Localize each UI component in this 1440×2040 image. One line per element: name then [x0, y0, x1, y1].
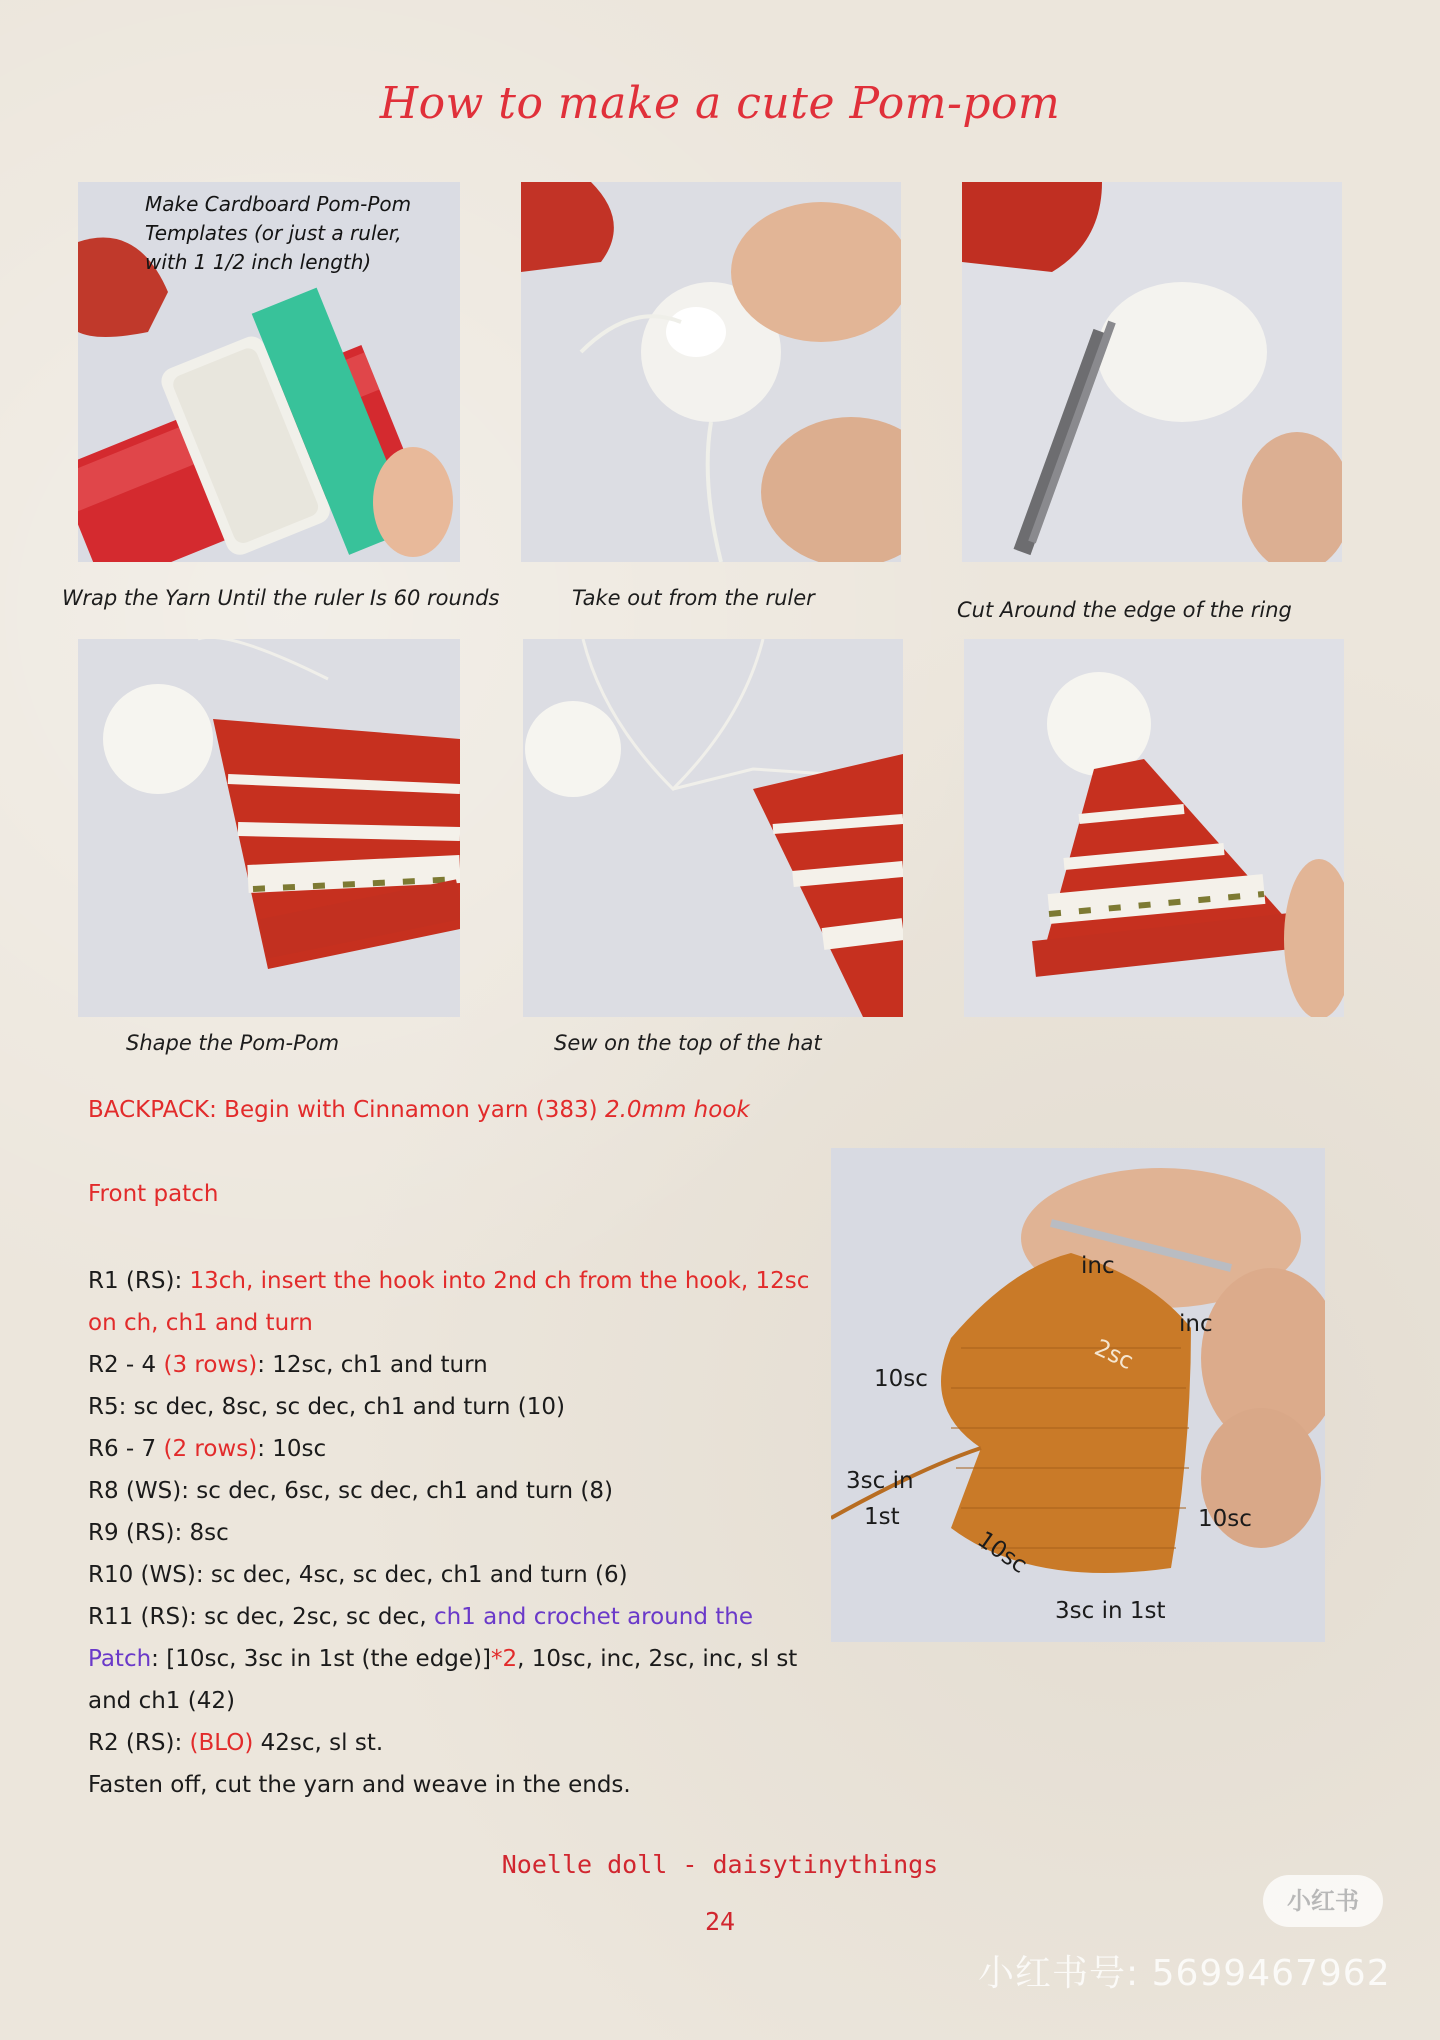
row-r10: R10 (WS): sc dec, 4sc, sc dec, ch1 and turn (6) — [88, 1562, 628, 1588]
row-r1-cont: on ch, ch1 and turn — [88, 1310, 313, 1336]
row-r2-rs: R2 (RS): (BLO) 42sc, sl st. — [88, 1730, 384, 1756]
backpack-heading — [88, 1097, 750, 1123]
row-r2-4: R2 - 4 (3 rows): 12sc, ch1 and turn — [88, 1352, 488, 1378]
row-r5: R5: sc dec, 8sc, sc dec, ch1 and turn (10) — [88, 1394, 565, 1420]
caption-sew-top: Sew on the top of the hat — [554, 1031, 822, 1055]
row-r11-cont: Patch: [10sc, 3sc in 1st (the edge)]*2, 10sc, inc, 2sc, inc, sl st — [88, 1646, 798, 1672]
row-r11-end: and ch1 (42) — [88, 1688, 235, 1714]
xiaohongshu-badge: 小红书 — [1263, 1875, 1383, 1927]
backpack-heading-text: BACKPACK: Begin with Cinnamon yarn (383) — [88, 1097, 605, 1123]
page-title: How to make a cute Pom-pom — [379, 78, 1061, 129]
photo-cut-edge — [962, 182, 1342, 562]
label-3sc-in-1st-bottom: 3sc in 1st — [1055, 1598, 1166, 1624]
caption-shape-pompom: Shape the Pom-Pom — [126, 1031, 340, 1055]
label-10sc-right: 10sc — [1198, 1506, 1252, 1532]
page-number: 24 — [704, 1907, 736, 1936]
footer-credit: Noelle doll - daisytinythings — [501, 1850, 939, 1879]
photo-shape-pompom — [78, 639, 460, 1017]
photo-front-patch-diagram — [831, 1148, 1325, 1642]
row-r1: R1 (RS): 13ch, insert the hook into 2nd ch from the hook, 12sc — [88, 1268, 810, 1294]
overlay-line-2: Templates (or just a ruler, — [145, 221, 402, 245]
label-3sc-in-left: 3sc in — [846, 1468, 914, 1494]
fasten-off-note: Fasten off, cut the yarn and weave in the ends. — [88, 1772, 631, 1798]
label-10sc-bottom: 10sc — [972, 1526, 1032, 1579]
caption-cut-edge: Cut Around the edge of the ring — [957, 598, 1292, 622]
row-r9: R9 (RS): 8sc — [88, 1520, 229, 1546]
caption-wrap-yarn: Wrap the Yarn Until the ruler Is 60 rounds — [62, 586, 500, 610]
overlay-line-1: Make Cardboard Pom-Pom — [145, 192, 412, 216]
label-2sc: 2sc — [1090, 1334, 1138, 1376]
photo-take-out — [521, 182, 901, 562]
label-inc-top: inc — [1081, 1253, 1115, 1279]
pattern-instructions — [88, 1260, 848, 1806]
label-10sc-left: 10sc — [874, 1366, 928, 1392]
pompom-template-note — [145, 190, 465, 277]
backpack-hook-size: 2.0mm hook — [604, 1097, 750, 1123]
label-1st-left: 1st — [864, 1504, 900, 1530]
front-patch-heading: Front patch — [88, 1181, 219, 1207]
row-r6-7: R6 - 7 (2 rows): 10sc — [88, 1436, 327, 1462]
row-r8: R8 (WS): sc dec, 6sc, sc dec, ch1 and turn (8) — [88, 1478, 613, 1504]
watermark-account-id: 小红书号: 5699467962 — [978, 1953, 1391, 1994]
photo-sew-top — [523, 639, 903, 1017]
caption-take-out: Take out from the ruler — [572, 586, 815, 610]
row-r11: R11 (RS): sc dec, 2sc, sc dec, ch1 and crochet around the — [88, 1604, 753, 1630]
label-inc-right: inc — [1179, 1311, 1213, 1337]
photo-finished-hat — [964, 639, 1344, 1017]
overlay-line-3: with 1 1/2 inch length) — [145, 250, 372, 274]
